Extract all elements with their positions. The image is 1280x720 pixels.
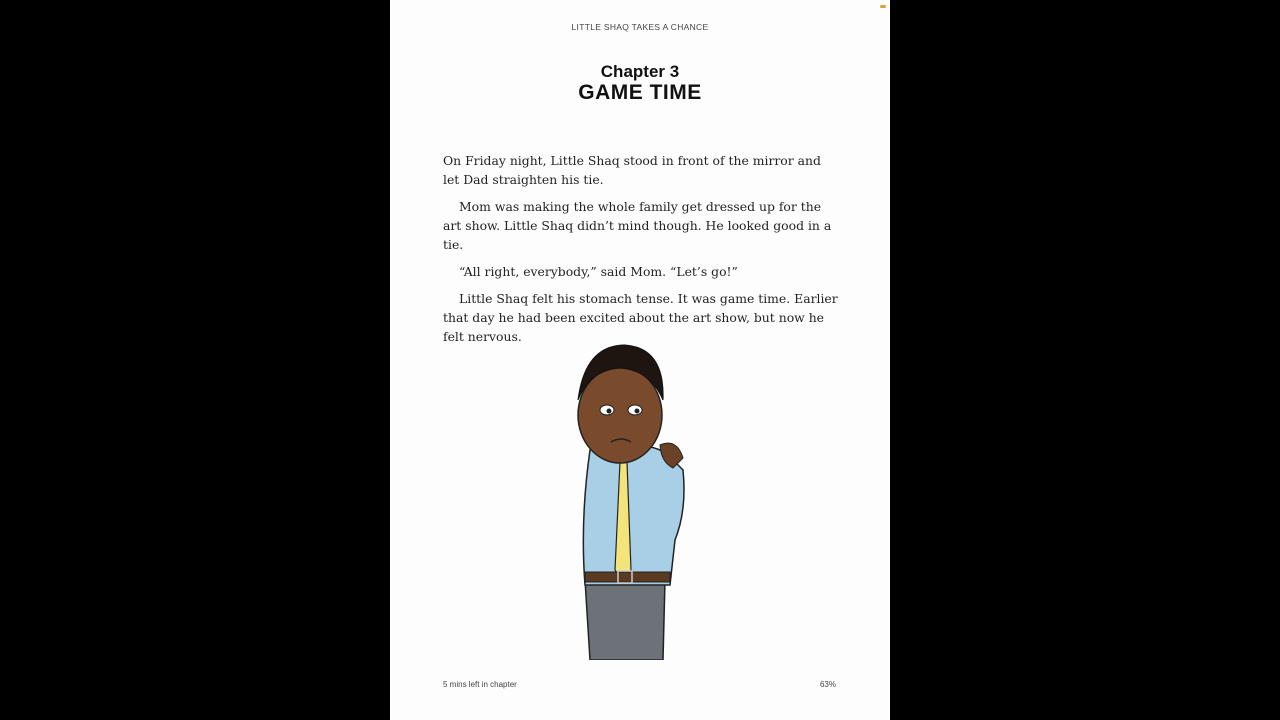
paragraph: Little Shaq felt his stomach tense. It was game time. Earlier that day he had been excited about the art show, but now he felt nervous. [443, 290, 838, 345]
paragraph: “All right, everybody,” said Mom. “Let’s go!” [459, 264, 738, 280]
paragraph: Mom was making the whole family get dressed up for the art show. Little Shaq didn’t mind though. He looked good in a tie. [443, 198, 832, 253]
bookmark-indicator-icon [880, 5, 886, 8]
running-header: LITTLE SHAQ TAKES A CHANCE [571, 22, 709, 32]
chapter-title: GAME TIME [578, 81, 702, 104]
chapter-number: Chapter 3 [600, 62, 680, 81]
chapter-text [443, 151, 838, 354]
time-left-in-chapter: 5 mins left in chapter [443, 680, 517, 689]
nervous-boy-illustration [565, 340, 715, 660]
book-page[interactable] [390, 0, 890, 720]
reading-progress: 63% [819, 680, 836, 689]
paragraph: On Friday night, Little Shaq stood in front of the mirror and let Dad straighten his tie. [443, 153, 821, 188]
